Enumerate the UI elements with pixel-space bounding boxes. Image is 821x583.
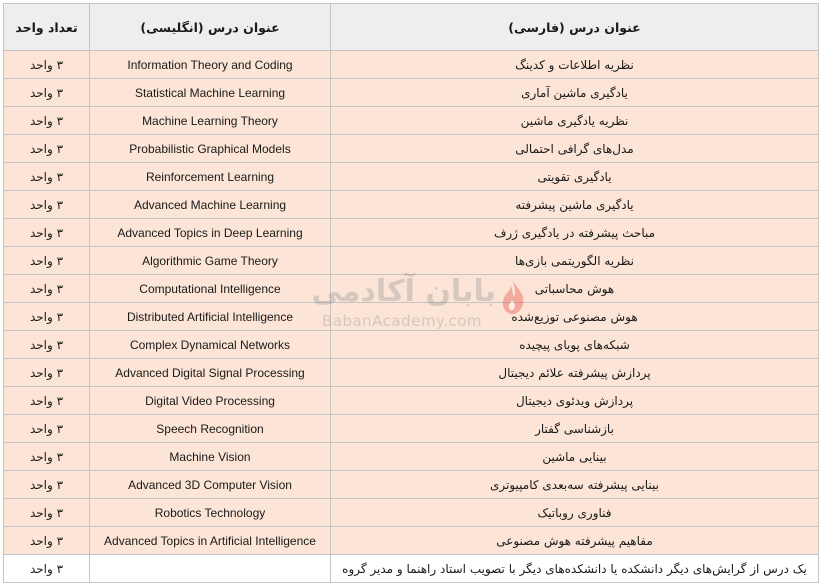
cell-units: ۳ واحد <box>4 471 90 499</box>
cell-units: ۳ واحد <box>4 359 90 387</box>
cell-title-en: Advanced Machine Learning <box>90 191 331 219</box>
courses-table <box>3 3 819 583</box>
cell-title-en: Advanced 3D Computer Vision <box>90 471 331 499</box>
cell-title-en: Machine Vision <box>90 443 331 471</box>
cell-units: ۳ واحد <box>4 499 90 527</box>
header-title-fa: عنوان درس (فارسی) <box>331 4 819 51</box>
cell-units: ۳ واحد <box>4 415 90 443</box>
table-row <box>4 275 819 303</box>
cell-title-en: Algorithmic Game Theory <box>90 247 331 275</box>
table-row <box>4 387 819 415</box>
header-row <box>4 4 819 51</box>
cell-units: ۳ واحد <box>4 527 90 555</box>
cell-title-fa: نظریه یادگیری ماشین <box>331 107 819 135</box>
table-row <box>4 107 819 135</box>
cell-title-fa: نظریه اطلاعات و کدینگ <box>331 51 819 79</box>
cell-title-en: Distributed Artificial Intelligence <box>90 303 331 331</box>
cell-title-en: Probabilistic Graphical Models <box>90 135 331 163</box>
table-row <box>4 359 819 387</box>
cell-title-en: Robotics Technology <box>90 499 331 527</box>
table-row <box>4 443 819 471</box>
cell-title-en: Speech Recognition <box>90 415 331 443</box>
cell-title-en: Advanced Topics in Deep Learning <box>90 219 331 247</box>
watermark-text-fa: بابان آکادمی <box>311 274 496 309</box>
table-row <box>4 51 819 79</box>
cell-units: ۳ واحد <box>4 79 90 107</box>
cell-title-fa: مباحث پیشرفته در یادگیری ژرف <box>331 219 819 247</box>
cell-units: ۳ واحد <box>4 163 90 191</box>
cell-title-fa: نظریه الگوریتمی بازی‌ها <box>331 247 819 275</box>
table-row <box>4 191 819 219</box>
table-row <box>4 303 819 331</box>
cell-title-fa: بازشناسی گفتار <box>331 415 819 443</box>
cell-units: ۳ واحد <box>4 443 90 471</box>
table-row <box>4 555 819 583</box>
cell-title-fa: یادگیری تقویتی <box>331 163 819 191</box>
cell-units: ۳ واحد <box>4 219 90 247</box>
cell-title-fa: شبکه‌های پویای پیچیده <box>331 331 819 359</box>
cell-title-fa: بینایی پیشرفته سه‌بعدی کامپیوتری <box>331 471 819 499</box>
cell-units: ۳ واحد <box>4 303 90 331</box>
cell-title-en: Information Theory and Coding <box>90 51 331 79</box>
cell-units: ۳ واحد <box>4 555 90 583</box>
cell-title-fa: یک درس از گرایش‌های دیگر دانشکده یا دانشکده‌های دیگر با تصویب استاد راهنما و مدیر گروه <box>331 555 819 583</box>
header-units: تعداد واحد <box>4 4 90 51</box>
cell-title-en: Statistical Machine Learning <box>90 79 331 107</box>
cell-title-fa: مفاهیم پیشرفته هوش مصنوعی <box>331 527 819 555</box>
table-row <box>4 471 819 499</box>
cell-units: ۳ واحد <box>4 135 90 163</box>
cell-title-fa: هوش محاسباتی <box>331 275 819 303</box>
cell-title-fa: هوش مصنوعی توزیع‌شده <box>331 303 819 331</box>
table-row <box>4 135 819 163</box>
cell-title-en: Advanced Digital Signal Processing <box>90 359 331 387</box>
cell-title-fa: یادگیری ماشین پیشرفته <box>331 191 819 219</box>
table-row <box>4 499 819 527</box>
table-row <box>4 247 819 275</box>
cell-units: ۳ واحد <box>4 387 90 415</box>
cell-units: ۳ واحد <box>4 331 90 359</box>
cell-title-en: Reinforcement Learning <box>90 163 331 191</box>
cell-title-fa: فناوری روباتیک <box>331 499 819 527</box>
cell-title-fa: پردازش پیشرفته علائم دیجیتال <box>331 359 819 387</box>
cell-units: ۳ واحد <box>4 247 90 275</box>
cell-units: ۳ واحد <box>4 107 90 135</box>
cell-title-fa: پردازش ویدئوی دیجیتال <box>331 387 819 415</box>
table-header <box>4 4 819 51</box>
table-row <box>4 79 819 107</box>
watermark-text-en: BabanAcademy.com <box>321 312 483 330</box>
table-row <box>4 219 819 247</box>
cell-title-fa: یادگیری ماشین آماری <box>331 79 819 107</box>
table-row <box>4 527 819 555</box>
cell-title-en: Advanced Topics in Artificial Intelligence <box>90 527 331 555</box>
cell-title-en: Digital Video Processing <box>90 387 331 415</box>
cell-title-fa: مدل‌های گرافی احتمالی <box>331 135 819 163</box>
table-row <box>4 415 819 443</box>
table-row <box>4 163 819 191</box>
cell-units: ۳ واحد <box>4 51 90 79</box>
table-body <box>4 51 819 583</box>
cell-title-fa: بینایی ماشین <box>331 443 819 471</box>
cell-title-en: Computational Intelligence <box>90 275 331 303</box>
table-row <box>4 331 819 359</box>
cell-units: ۳ واحد <box>4 275 90 303</box>
cell-title-en: Complex Dynamical Networks <box>90 331 331 359</box>
cell-title-en: Machine Learning Theory <box>90 107 331 135</box>
cell-title-en <box>90 555 331 583</box>
header-title-en: عنوان درس (انگلیسی) <box>90 4 331 51</box>
cell-units: ۳ واحد <box>4 191 90 219</box>
